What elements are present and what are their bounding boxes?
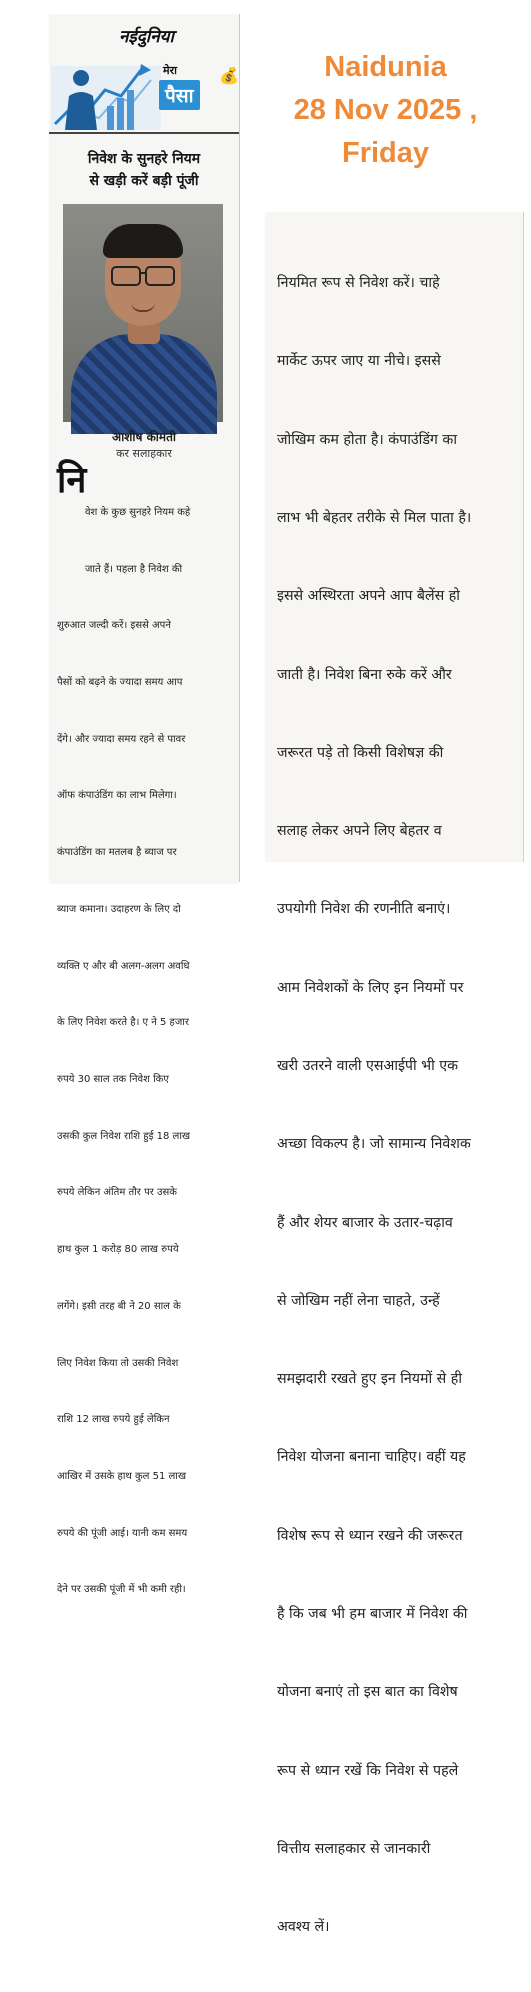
body-line: योजना बनाएं तो इस बात का विशेष [277, 1684, 458, 1701]
body-line: खरी उतरने वाली एसआईपी भी एक [277, 1058, 459, 1074]
body-line: रुपये की पूंजी आई। यानी कम समय [57, 1527, 188, 1539]
publication-date: 28 Nov 2025 , [293, 94, 478, 126]
author-role: कर सलाहकार [116, 447, 172, 460]
body-line: राशि 12 लाख रुपये हुई लेकिन [57, 1414, 170, 1426]
body-line: रुपये 30 साल तक निवेश किए [57, 1074, 169, 1085]
author-shirt [71, 334, 217, 434]
glasses [111, 266, 175, 284]
body-line: उपयोगी निवेश की रणनीति बनाएं। [277, 901, 451, 918]
body-line: जोखिम कम होता है। कंपाउंडिंग का [277, 431, 458, 448]
header-divider [49, 132, 239, 134]
body-line: शुरुआत जल्दी करें। इससे अपने [57, 620, 171, 632]
body-line: सलाह लेकर अपने लिए बेहतर व [277, 823, 442, 840]
author-photo [63, 204, 223, 422]
body-line: आम निवेशकों के लिए इन नियमों पर [277, 979, 464, 996]
body-line: के लिए निवेश करते है। ए ने 5 हजार [57, 1017, 189, 1029]
body-line: वित्तीय सलाहकार से जानकारी [277, 1840, 431, 1857]
body-line: अवश्य लें। [277, 1919, 330, 1936]
businessman-chart-icon [51, 46, 161, 130]
body-line: हैं और शेयर बाजार के उतार-चढ़ाव [277, 1214, 453, 1231]
newspaper-left-column [49, 14, 239, 1596]
author-hair [103, 224, 183, 258]
body-line: पैसों को बढ़ने के ज्यादा समय आप [57, 676, 183, 688]
paisa-label: पैसा [159, 80, 200, 110]
body-line: जाती है। निवेश बिना रुके करें और [277, 666, 452, 683]
body-line: जरूरत पड़े तो किसी विशेषज्ञ की [277, 744, 444, 761]
body-line: इससे अस्थिरता अपने आप बैलेंस हो [277, 588, 460, 605]
newspaper-name: नईदुनिया [119, 27, 174, 47]
body-line: विशेष रूप से ध्यान रखने की जरूरत [277, 1527, 463, 1544]
publication-day: Friday [341, 137, 430, 169]
body-line: लगेंगे। इसी तरह बी ने 20 साल के [57, 1300, 181, 1312]
page-edge [523, 212, 524, 862]
author-name: आशीष कीमती [111, 430, 177, 444]
body-line: वेश के कुछ सुनहरे नियम कहे [85, 506, 191, 518]
body-line: आखिर में उसके हाथ कुल 51 लाख [57, 1471, 187, 1483]
article-headline [55, 148, 233, 192]
right-article-body [265, 212, 523, 1936]
body-line: निवेश योजना बनाना चाहिए। वहीं यह [277, 1449, 466, 1466]
body-line: लाभ भी बेहतर तरीके से मिल पाता है। [277, 510, 472, 527]
body-line: हाथ कुल 1 करोड़ 80 लाख रुपये [57, 1244, 179, 1256]
body-line: देने पर उसकी पूंजी में भी कमी रही। [57, 1584, 186, 1596]
mera-paisa-logo [49, 14, 239, 132]
body-line: ऑफ कंपाउंडिंग का लाभ मिलेगा। [57, 790, 177, 802]
drop-cap: नि [57, 460, 87, 501]
body-line: मार्केट ऊपर जाए या नीचे। इससे [277, 353, 441, 370]
body-line: रूप से ध्यान रखें कि निवेश से पहले [277, 1762, 459, 1779]
body-line: उसकी कुल निवेश राशि हुई 18 लाख [57, 1130, 191, 1142]
body-line: व्यक्ति ए और बी अलग-अलग अवधि [57, 960, 190, 972]
body-line: लिए निवेश किया तो उसकी निवेश [57, 1357, 179, 1369]
body-line: जाते हैं। पहला है निवेश की [85, 563, 183, 575]
body-line: रुपये लेकिन अंतिम तौर पर उसके [57, 1187, 177, 1199]
body-line: देंगे। और ज्यादा समय रहने से पावर [57, 733, 186, 745]
body-line: है कि जब भी हम बाजार में निवेश की [277, 1605, 468, 1622]
body-line: से जोखिम नहीं लेना चाहते, उन्हें [277, 1292, 440, 1309]
mera-label: मेरा [163, 64, 177, 77]
body-line: नियमित रूप से निवेश करें। चाहे [277, 275, 440, 292]
body-line: अच्छा विकल्प है। जो सामान्य निवेशक [277, 1136, 471, 1153]
body-line: कंपाउंडिंग का मतलब है ब्याज पर [57, 847, 177, 859]
paper-name: Naidunia [324, 51, 447, 83]
left-article-body [57, 466, 233, 1638]
publication-date-block [240, 46, 531, 175]
headline-line: निवेश के सुनहरे नियम [87, 151, 201, 167]
body-line: समझदारी रखते हुए इन नियमों से ही [277, 1371, 462, 1388]
headline-line: से खड़ी करें बड़ी पूंजी [89, 173, 199, 189]
body-line: ब्याज कमाना। उदाहरण के लिए दो [57, 903, 181, 915]
money-bag-icon: 💰 [219, 66, 239, 85]
